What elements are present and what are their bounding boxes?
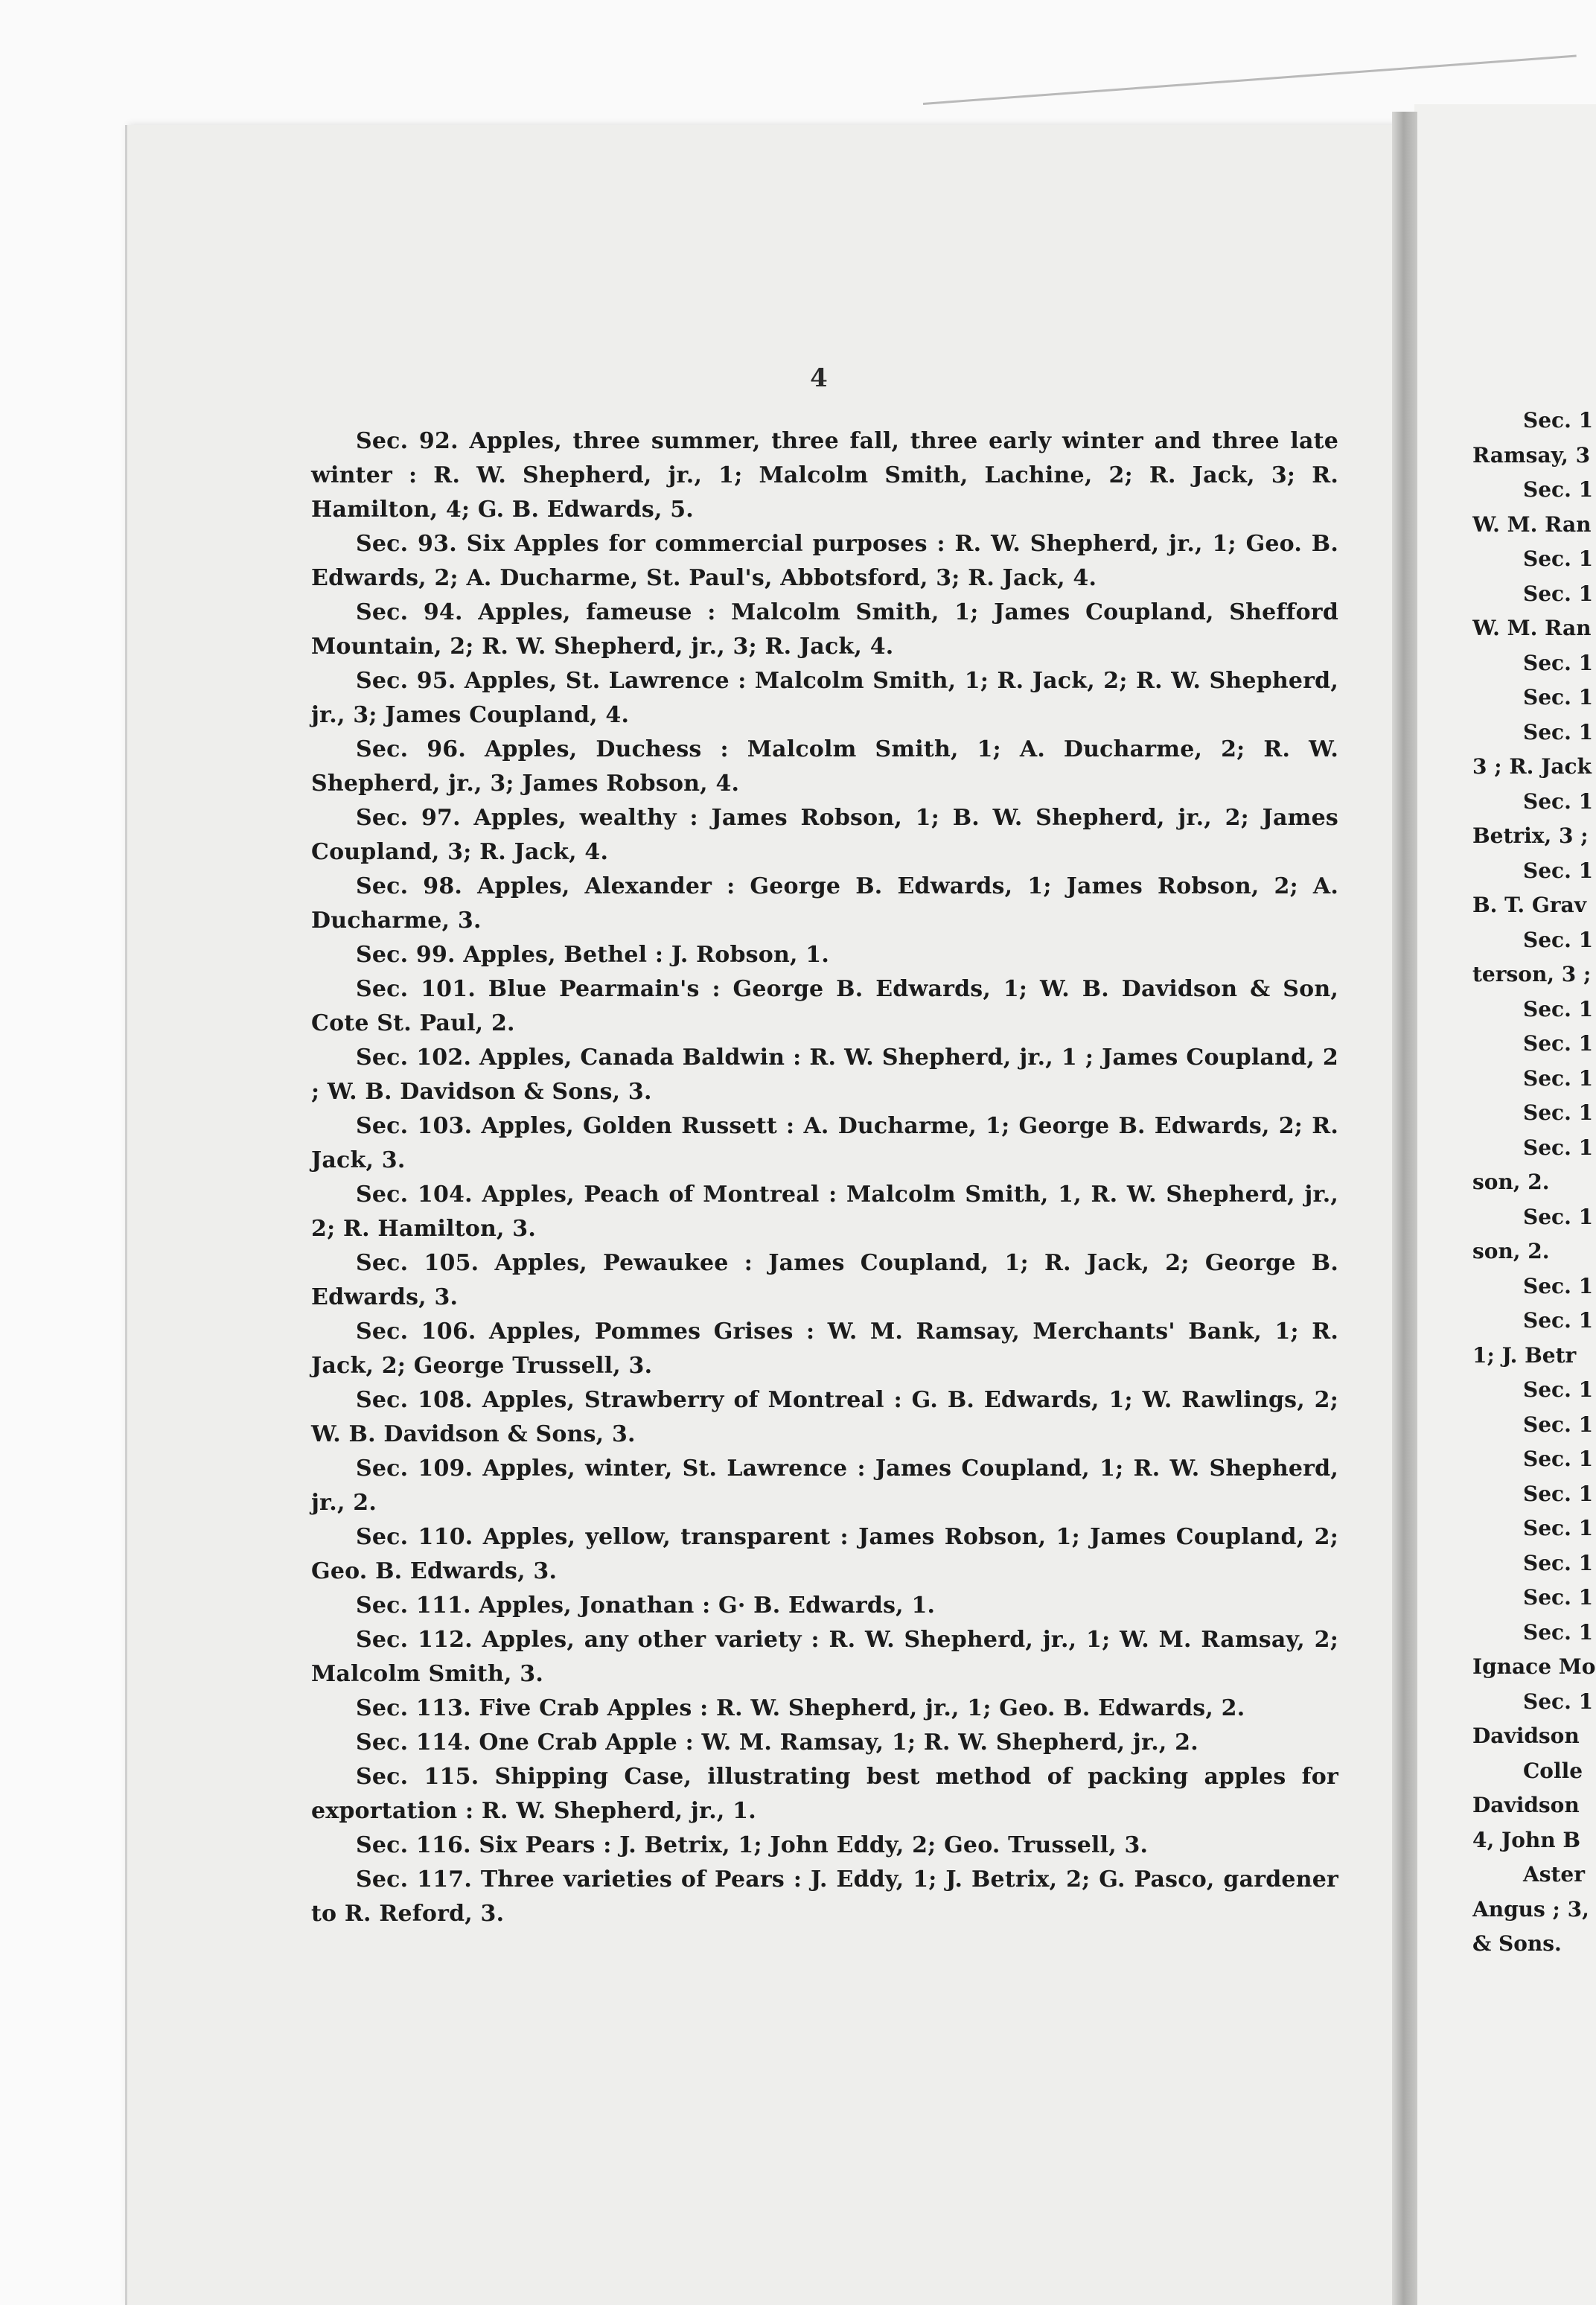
facing-page-line: Sec. 1 bbox=[1523, 858, 1594, 883]
facing-page-line: Sec. 1 bbox=[1523, 1065, 1594, 1091]
prize-entry: Sec. 106. Apples, Pommes Grises : W. M. Ramsay, Merchants' Bank, 1; R. Jack, 2; George Trussell, 3. bbox=[311, 1319, 1338, 1379]
prize-entry: Sec. 114. One Crab Apple : W. M. Ramsay, 1; R. W. Shepherd, jr., 2. bbox=[356, 1729, 1198, 1756]
facing-page-line: Sec. 1 bbox=[1523, 996, 1594, 1021]
facing-page-line: Sec. 1 bbox=[1523, 1308, 1594, 1333]
facing-page-line: Sec. 1 bbox=[1523, 1135, 1594, 1160]
facing-page-line: Sec. 1 bbox=[1523, 650, 1594, 675]
facing-page-line: Sec. 1 bbox=[1523, 719, 1594, 745]
facing-page-line: Sec. 1 bbox=[1523, 685, 1594, 710]
facing-page-line: Sec. 1 bbox=[1523, 1100, 1594, 1125]
facing-page-line: Sec. 1 bbox=[1523, 1377, 1594, 1402]
prize-entry: Sec. 93. Six Apples for commercial purposes : R. W. Shepherd, jr., 1; Geo. B. Edwards, 2; A. Ducharme, St. Paul's, Abbotsford, 3; R. Jack, 4. bbox=[311, 531, 1338, 591]
facing-page-line: 3 ; R. Jack bbox=[1472, 754, 1592, 779]
facing-page-line: Davidson bbox=[1472, 1793, 1580, 1817]
prize-entry: Sec. 96. Apples, Duchess : Malcolm Smith, 1; A. Ducharme, 2; R. W. Shepherd, jr., 3; James Robson, 4. bbox=[311, 736, 1338, 797]
facing-page-line: Sec. 1 bbox=[1523, 1273, 1594, 1298]
facing-page-line: terson, 3 ; bbox=[1472, 962, 1592, 986]
facing-page-line: Ignace Mo bbox=[1472, 1654, 1596, 1679]
facing-page-line: Sec. 1 bbox=[1523, 1481, 1594, 1506]
facing-page-line: Sec. 1 bbox=[1523, 1516, 1594, 1540]
prize-entry: Sec. 111. Apples, Jonathan : G· B. Edwards, 1. bbox=[356, 1593, 936, 1619]
facing-page-line: Sec. 1 bbox=[1523, 546, 1594, 571]
prize-entry: Sec. 115. Shipping Case, illustrating best method of packing apples for exportation : R. W. Shepherd, jr., 1. bbox=[311, 1764, 1338, 1824]
facing-page-line: Sec. 1 bbox=[1523, 581, 1594, 606]
facing-page-text bbox=[1472, 404, 1596, 1962]
prize-entry: Sec. 116. Six Pears : J. Betrix, 1; John Eddy, 2; Geo. Trussell, 3. bbox=[356, 1832, 1149, 1858]
prize-entry: Sec. 101. Blue Pearmain's : George B. Edwards, 1; W. B. Davidson & Son, Cote St. Paul, 2. bbox=[311, 976, 1338, 1036]
facing-page-line: Sec. 1 bbox=[1523, 1585, 1594, 1610]
prize-entry: Sec. 104. Apples, Peach of Montreal : Malcolm Smith, 1, R. W. Shepherd, jr., 2; R. Hamilton, 3. bbox=[311, 1182, 1338, 1242]
facing-page-line: Sec. 1 bbox=[1523, 788, 1594, 814]
prize-entry: Sec. 92. Apples, three summer, three fall, three early winter and three late winter : R. W. Shepherd, jr., 1; Malcolm Smith, Lachine, 2; R. Jack, 3; R. Hamilton, 4; G. B. Edwards, 5. bbox=[311, 428, 1338, 523]
prize-entry: Sec. 99. Apples, Bethel : J. Robson, 1. bbox=[356, 942, 829, 968]
facing-page-line: 1; J. Betr bbox=[1472, 1342, 1577, 1368]
facing-page-line: Sec. 1 bbox=[1523, 408, 1594, 433]
facing-page-line: Betrix, 3 ; bbox=[1472, 823, 1589, 848]
facing-page-line: W. M. Ran bbox=[1472, 511, 1592, 537]
facing-page-line: Sec. 1 bbox=[1523, 1550, 1594, 1575]
facing-page-line: son, 2. bbox=[1472, 1170, 1550, 1194]
facing-page-line: son, 2. bbox=[1472, 1239, 1550, 1263]
facing-page-line: Sec. 1 bbox=[1523, 1689, 1594, 1714]
page-number: 4 bbox=[810, 363, 828, 393]
prize-entry: Sec. 108. Apples, Strawberry of Montreal : G. B. Edwards, 1; W. Rawlings, 2; W. B. Davidson & Sons, 3. bbox=[311, 1387, 1338, 1447]
facing-page-line: Davidson bbox=[1472, 1724, 1580, 1748]
facing-page-line: Angus ; 3, bbox=[1472, 1896, 1589, 1922]
prize-entry: Sec. 98. Apples, Alexander : George B. Edwards, 1; James Robson, 2; A. Ducharme, 3. bbox=[311, 873, 1338, 934]
facing-page-line: Ramsay, 3 bbox=[1472, 442, 1591, 468]
facing-page-line: Sec. 1 bbox=[1523, 1619, 1594, 1645]
facing-page-line: Colle bbox=[1523, 1758, 1583, 1783]
facing-page-line: Sec. 1 bbox=[1523, 1412, 1594, 1437]
facing-page-line: Sec. 1 bbox=[1523, 1447, 1594, 1471]
prize-entry: Sec. 113. Five Crab Apples : R. W. Shepherd, jr., 1; Geo. B. Edwards, 2. bbox=[356, 1695, 1245, 1721]
facing-page-line: W. M. Ran bbox=[1472, 616, 1592, 640]
prize-entry: Sec. 102. Apples, Canada Baldwin : R. W. Shepherd, jr., 1 ; James Coupland, 2 ; W. B. Davidson & Sons, 3. bbox=[311, 1045, 1338, 1105]
prize-entry: Sec. 94. Apples, fameuse : Malcolm Smith, 1; James Coupland, Shefford Mountain, 2; R. W. Shepherd, jr., 3; R. Jack, 4. bbox=[311, 599, 1338, 660]
prize-list bbox=[311, 424, 1338, 1931]
facing-page-line: & Sons. bbox=[1472, 1931, 1562, 1956]
prize-entry: Sec. 95. Apples, St. Lawrence : Malcolm Smith, 1; R. Jack, 2; R. W. Shepherd, jr., 3; James Coupland, 4. bbox=[311, 668, 1338, 728]
prize-entry: Sec. 112. Apples, any other variety : R. W. Shepherd, jr., 1; W. M. Ramsay, 2; Malcolm Smith, 3. bbox=[311, 1627, 1338, 1687]
facing-page-line: Aster bbox=[1523, 1862, 1585, 1887]
book-gutter bbox=[1392, 112, 1417, 2305]
prize-entry: Sec. 103. Apples, Golden Russett : A. Ducharme, 1; George B. Edwards, 2; R. Jack, 3. bbox=[311, 1113, 1338, 1173]
facing-page-line: Sec. 1 bbox=[1523, 927, 1594, 952]
facing-page-line: Sec. 1 bbox=[1523, 1031, 1594, 1056]
facing-page-line: 4, John B bbox=[1472, 1827, 1581, 1852]
facing-page-line: B. T. Grav bbox=[1472, 893, 1586, 917]
facing-page-line: Sec. 1 bbox=[1523, 477, 1594, 502]
prize-entry: Sec. 97. Apples, wealthy : James Robson, 1; B. W. Shepherd, jr., 2; James Coupland, 3; R. Jack, 4. bbox=[311, 805, 1338, 865]
prize-entry: Sec. 110. Apples, yellow, transparent : James Robson, 1; James Coupland, 2; Geo. B. Edwards, 3. bbox=[311, 1524, 1338, 1584]
prize-entry: Sec. 105. Apples, Pewaukee : James Coupland, 1; R. Jack, 2; George B. Edwards, 3. bbox=[311, 1250, 1338, 1310]
facing-page-line: Sec. 1 bbox=[1523, 1204, 1594, 1229]
prize-entry: Sec. 109. Apples, winter, St. Lawrence : James Coupland, 1; R. W. Shepherd, jr., 2. bbox=[311, 1456, 1338, 1516]
prize-entry: Sec. 117. Three varieties of Pears : J. Eddy, 1; J. Betrix, 2; G. Pasco, gardener to R. Reford, 3. bbox=[311, 1866, 1338, 1927]
